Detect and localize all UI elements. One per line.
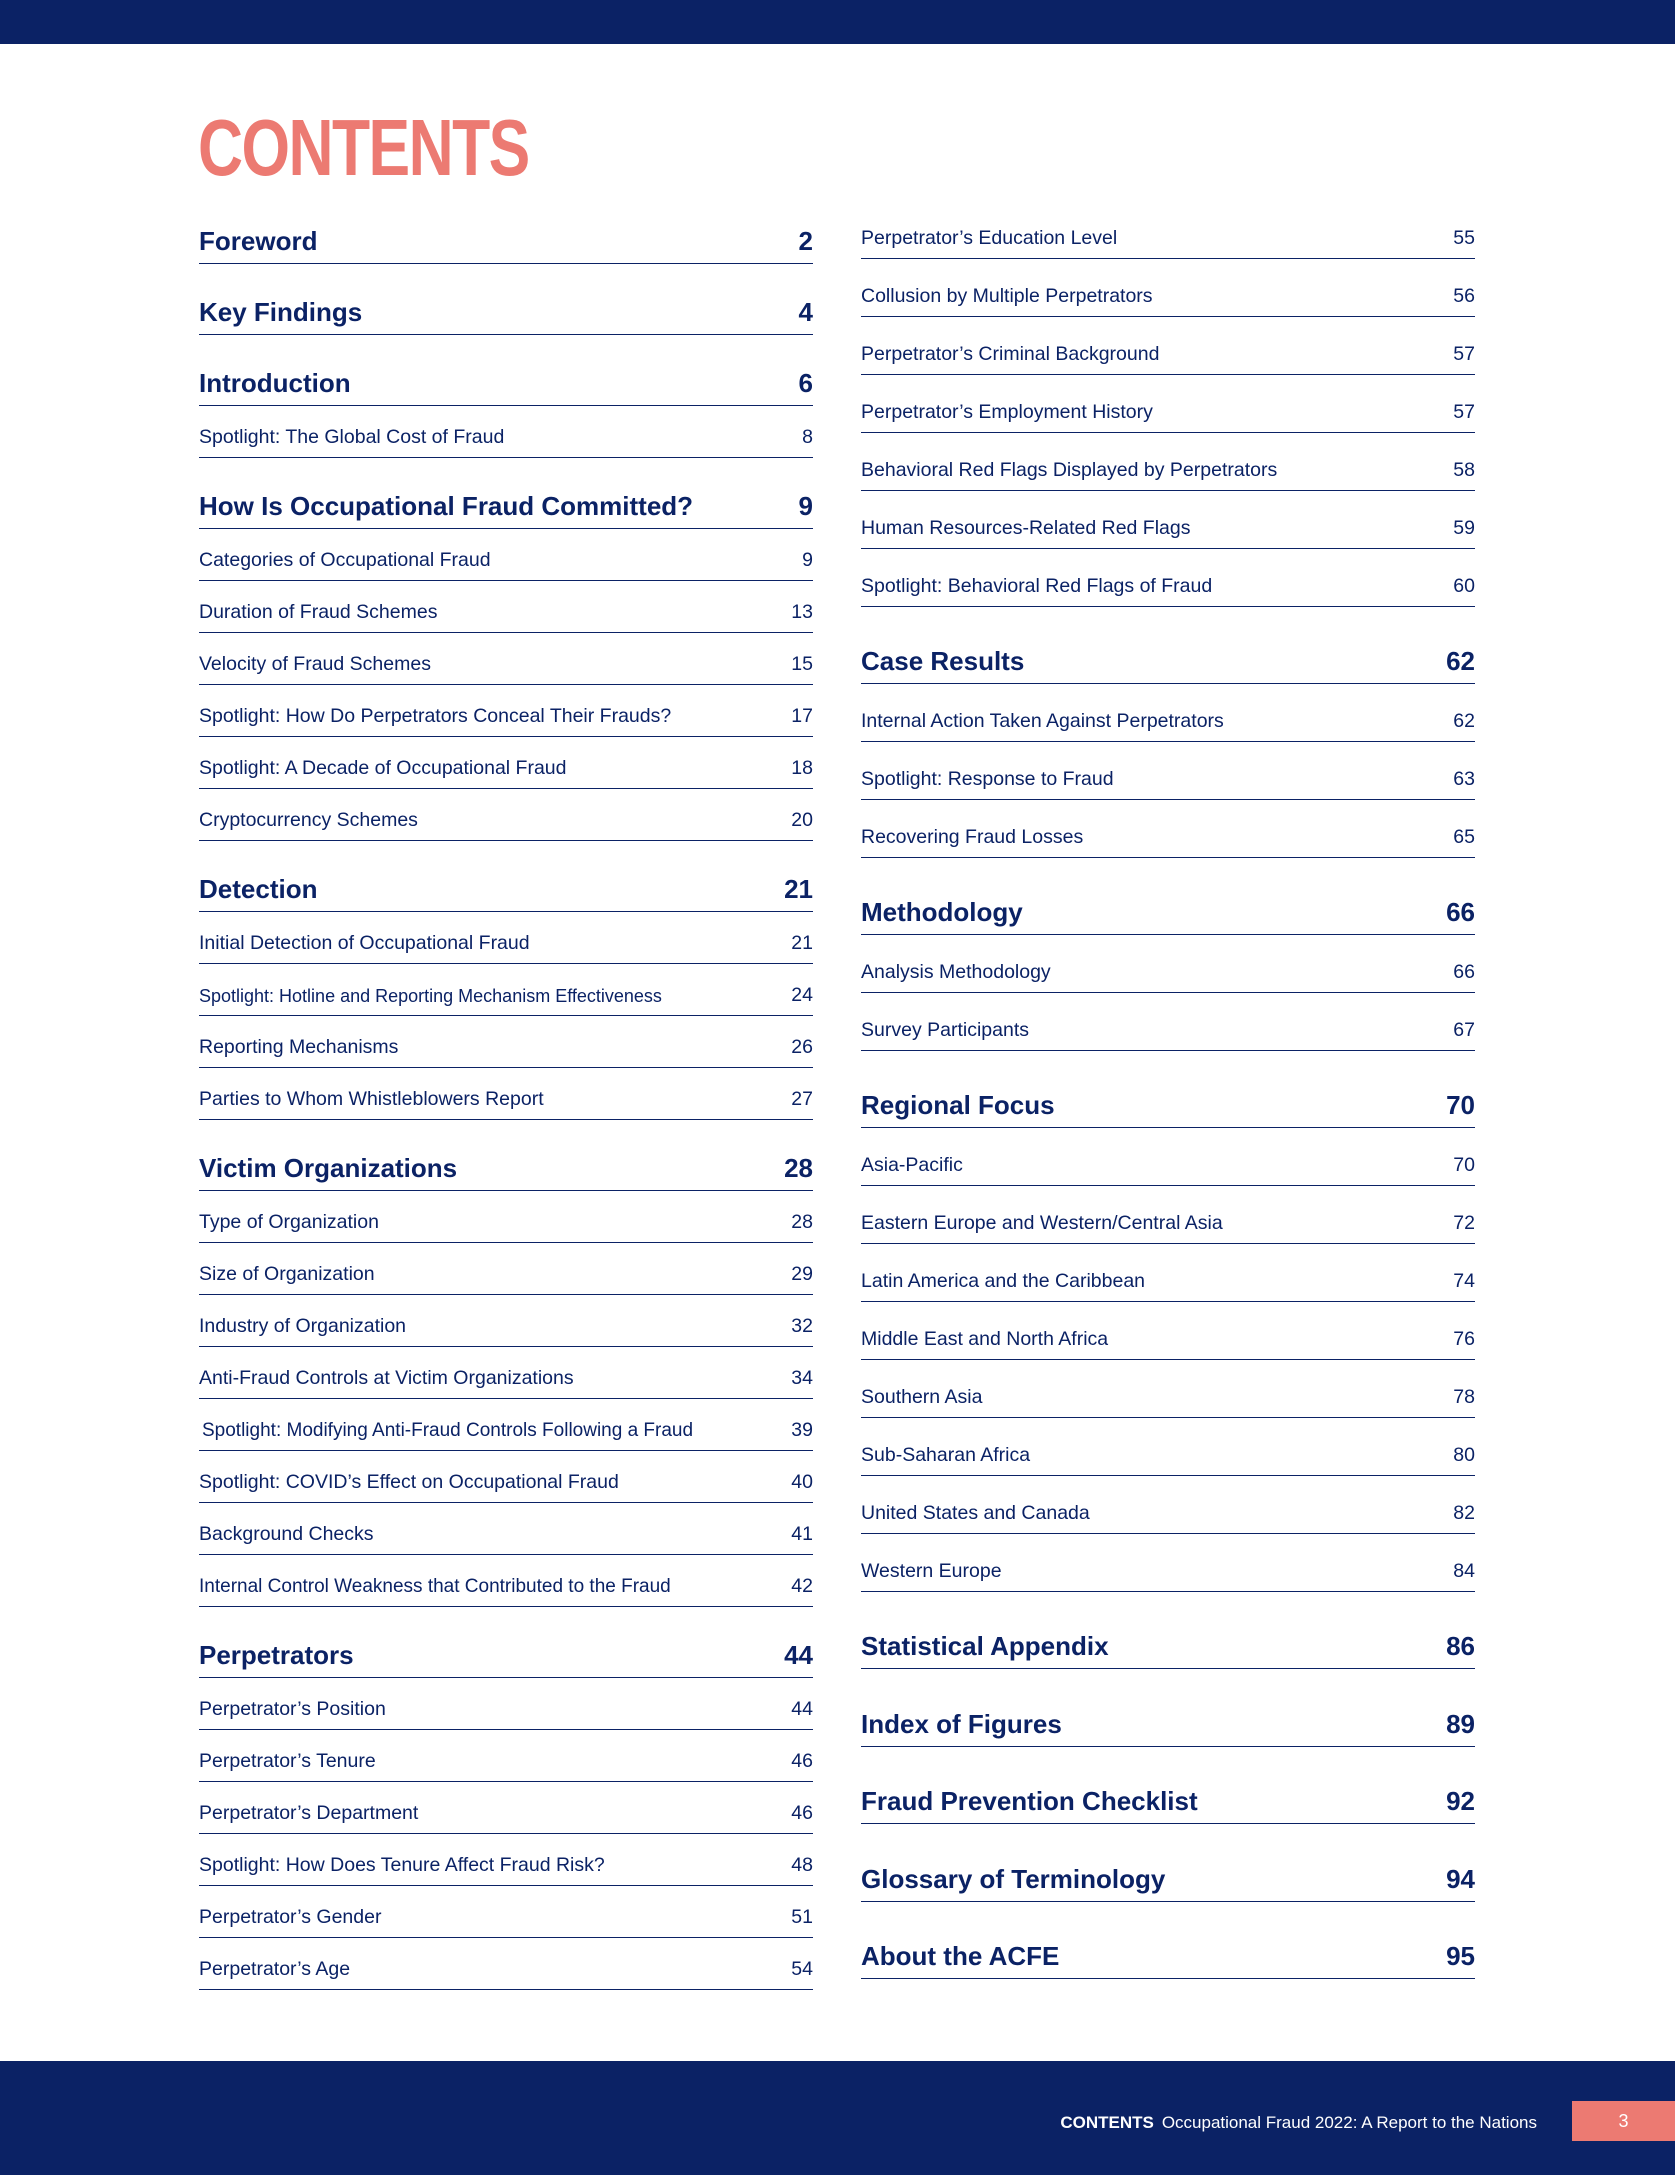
page-title: CONTENTS: [198, 103, 529, 192]
toc-entry[interactable]: [199, 685, 813, 737]
toc-entry[interactable]: [861, 1244, 1475, 1302]
toc-entry-page: 57: [1453, 343, 1475, 365]
toc-entry-label: Middle East and North Africa: [861, 1328, 1109, 1350]
toc-entry-page: 60: [1453, 575, 1475, 597]
toc-entry-page: 21: [784, 874, 813, 904]
toc-entry[interactable]: [199, 581, 813, 633]
toc-entry-label: Velocity of Fraud Schemes: [199, 653, 431, 675]
toc-entry-label: Perpetrator’s Tenure: [199, 1750, 376, 1772]
toc-entry-label: Spotlight: The Global Cost of Fraud: [199, 426, 505, 448]
toc-entry[interactable]: [861, 1669, 1475, 1747]
toc-entry[interactable]: [861, 1592, 1475, 1669]
toc-entry-page: 24: [791, 984, 813, 1006]
toc-entry[interactable]: [199, 1016, 813, 1068]
toc-entry[interactable]: [199, 789, 813, 841]
toc-entry-page: 80: [1453, 1444, 1475, 1466]
toc-entry-page: 27: [791, 1088, 813, 1110]
toc-entry-page: 56: [1453, 285, 1475, 307]
toc-entry[interactable]: [199, 264, 813, 335]
toc-entry-label: Perpetrator’s Education Level: [861, 227, 1118, 249]
toc-entry-label: Spotlight: Modifying Anti-Fraud Controls Following a Fraud: [202, 1420, 694, 1441]
toc-entry[interactable]: [199, 1938, 813, 1990]
toc-entry-page: 63: [1453, 768, 1475, 790]
toc-entry[interactable]: [861, 1128, 1475, 1186]
toc-entry-page: 46: [791, 1802, 813, 1824]
top-banner: [0, 0, 1675, 44]
toc-entry[interactable]: [199, 1555, 813, 1607]
toc-entry-label: How Is Occupational Fraud Committed?: [199, 491, 694, 521]
toc-entry[interactable]: [861, 317, 1475, 375]
toc-entry-label: Background Checks: [199, 1523, 374, 1545]
toc-entry[interactable]: [861, 1051, 1475, 1128]
toc-entry[interactable]: [199, 458, 813, 529]
toc-entry-label: Cryptocurrency Schemes: [199, 809, 418, 831]
toc-entry-label: Regional Focus: [861, 1090, 1055, 1120]
toc-entry[interactable]: [861, 259, 1475, 317]
toc-entry-page: 70: [1453, 1154, 1475, 1176]
toc-entry[interactable]: [861, 222, 1475, 259]
footer-caption: [1060, 2113, 1537, 2133]
toc-entry-page: 41: [791, 1523, 813, 1545]
toc-entry-label: Behavioral Red Flags Displayed by Perpetrators: [861, 459, 1278, 481]
toc-entry-page: 92: [1446, 1786, 1475, 1816]
toc-entry-page: 72: [1453, 1212, 1475, 1234]
toc-entry-label: Key Findings: [199, 297, 363, 327]
toc-entry-page: 21: [791, 932, 813, 954]
toc-entry[interactable]: [861, 607, 1475, 684]
toc-entry-label: Anti-Fraud Controls at Victim Organizations: [199, 1367, 574, 1389]
toc-entry-label: United States and Canada: [861, 1502, 1090, 1524]
toc-entry[interactable]: [199, 529, 813, 581]
toc-entry[interactable]: [861, 1747, 1475, 1824]
toc-entry-label: Methodology: [861, 897, 1023, 927]
toc-entry-label: Perpetrator’s Age: [199, 1958, 351, 1980]
toc-entry-page: 4: [798, 297, 813, 327]
toc-entry-label: Spotlight: Response to Fraud: [861, 768, 1114, 790]
toc-entry-page: 54: [791, 1958, 813, 1980]
toc-entry-page: 13: [791, 601, 813, 623]
toc-entry-label: Eastern Europe and Western/Central Asia: [861, 1212, 1223, 1234]
toc-entry-label: Analysis Methodology: [861, 961, 1051, 983]
toc-entry-label: Spotlight: Hotline and Reporting Mechanism Effectiveness: [199, 986, 662, 1006]
toc-entry-page: 15: [791, 653, 813, 675]
toc-entry-page: 62: [1453, 710, 1475, 732]
toc-entry-label: Glossary of Terminology: [861, 1864, 1166, 1894]
toc-entry[interactable]: [861, 1824, 1475, 1902]
toc-entry-label: Victim Organizations: [199, 1153, 458, 1183]
toc-entry-label: Perpetrator’s Employment History: [861, 401, 1153, 423]
toc-entry[interactable]: [861, 491, 1475, 549]
toc-entry[interactable]: [199, 224, 813, 264]
toc-entry[interactable]: [861, 1476, 1475, 1534]
toc-entry[interactable]: [861, 1186, 1475, 1244]
toc-entry[interactable]: [199, 1295, 813, 1347]
toc-entry[interactable]: [861, 1902, 1475, 1979]
toc-entry-label: Human Resources-Related Red Flags: [861, 517, 1191, 539]
toc-entry-page: 66: [1453, 961, 1475, 983]
toc-entry[interactable]: [861, 684, 1475, 742]
toc-left-column: [199, 224, 813, 1990]
toc-entry-page: 82: [1453, 1502, 1475, 1524]
toc-entry-page: 18: [791, 757, 813, 779]
toc-entry-label: About the ACFE: [861, 1941, 1060, 1971]
toc-entry-page: 95: [1446, 1941, 1475, 1971]
toc-entry-page: 34: [791, 1367, 813, 1389]
toc-entry-page: 65: [1453, 826, 1475, 848]
toc-entry-page: 42: [791, 1575, 813, 1597]
toc-entry[interactable]: [199, 633, 813, 685]
toc-entry-page: 78: [1453, 1386, 1475, 1408]
toc-entry-page: 62: [1446, 646, 1475, 676]
toc-entry-page: 84: [1453, 1560, 1475, 1582]
toc-entry-label: Perpetrator’s Criminal Background: [861, 343, 1160, 365]
toc-entry-page: 74: [1453, 1270, 1475, 1292]
footer-report-title: Occupational Fraud 2022: A Report to the Nations: [1161, 2113, 1537, 2132]
toc-entry-label: Perpetrator’s Position: [199, 1698, 386, 1720]
toc-entry-label: Type of Organization: [199, 1211, 379, 1233]
toc-entry[interactable]: [199, 1243, 813, 1295]
toc-entry-page: 55: [1453, 227, 1475, 249]
toc-entry-label: Reporting Mechanisms: [199, 1036, 399, 1058]
toc-entry-label: Spotlight: How Does Tenure Affect Fraud Risk?: [199, 1854, 605, 1876]
toc-entry-page: 32: [791, 1315, 813, 1337]
toc-entry[interactable]: [199, 406, 813, 458]
toc-entry[interactable]: [199, 1834, 813, 1886]
toc-entry[interactable]: [199, 1347, 813, 1399]
toc-entry[interactable]: [861, 935, 1475, 993]
toc-entry[interactable]: [199, 1607, 813, 1678]
toc-entry-page: 28: [784, 1153, 813, 1183]
toc-entry-page: 76: [1453, 1328, 1475, 1350]
toc-entry[interactable]: [861, 1360, 1475, 1418]
toc-entry-page: 67: [1453, 1019, 1475, 1041]
toc-entry-page: 51: [791, 1906, 813, 1928]
toc-entry-page: 9: [798, 491, 813, 521]
toc-entry[interactable]: [861, 742, 1475, 800]
toc-entry-label: Latin America and the Caribbean: [861, 1270, 1146, 1292]
toc-right-column: [861, 222, 1475, 1979]
toc-entry-label: Spotlight: How Do Perpetrators Conceal Their Frauds?: [199, 705, 672, 727]
toc-entry[interactable]: [861, 549, 1475, 607]
toc-entry-page: 44: [791, 1698, 813, 1720]
toc-entry-label: Spotlight: A Decade of Occupational Fraud: [199, 757, 567, 779]
toc-entry[interactable]: [199, 1120, 813, 1191]
toc-entry-page: 39: [791, 1419, 813, 1441]
toc-entry[interactable]: [861, 800, 1475, 858]
toc-entry-page: 70: [1446, 1090, 1475, 1120]
toc-entry-label: Perpetrator’s Department: [199, 1802, 419, 1824]
toc-entry-page: 8: [802, 426, 813, 448]
toc-entry[interactable]: [199, 1191, 813, 1243]
toc-entry[interactable]: [861, 993, 1475, 1051]
toc-entry[interactable]: [199, 1068, 813, 1120]
toc-entry-page: 17: [791, 705, 813, 727]
toc-entry-label: Introduction: [199, 368, 351, 398]
toc-entry-label: Perpetrators: [199, 1640, 354, 1670]
toc-entry-page: 44: [784, 1640, 813, 1670]
toc-entry-label: Survey Participants: [861, 1019, 1029, 1041]
toc-entry[interactable]: [199, 912, 813, 964]
toc-entry[interactable]: [861, 858, 1475, 935]
toc-entry-label: Internal Control Weakness that Contributed to the Fraud: [199, 1576, 671, 1597]
toc-entry[interactable]: [199, 841, 813, 912]
toc-entry-label: Collusion by Multiple Perpetrators: [861, 285, 1153, 307]
toc-entry-label: Spotlight: COVID’s Effect on Occupational Fraud: [199, 1471, 619, 1493]
toc-entry-page: 86: [1446, 1631, 1475, 1661]
toc-entry-label: Sub-Saharan Africa: [861, 1444, 1031, 1466]
toc-entry-page: 58: [1453, 459, 1475, 481]
toc-entry[interactable]: [199, 335, 813, 406]
toc-entry[interactable]: [861, 1302, 1475, 1360]
toc-entry-page: 57: [1453, 401, 1475, 423]
toc-entry-page: 29: [791, 1263, 813, 1285]
toc-entry-page: 94: [1446, 1864, 1475, 1894]
toc-entry-label: Spotlight: Behavioral Red Flags of Fraud: [861, 575, 1213, 597]
toc-entry-label: Initial Detection of Occupational Fraud: [199, 932, 530, 954]
toc-entry-label: Recovering Fraud Losses: [861, 826, 1084, 848]
toc-entry-page: 89: [1446, 1709, 1475, 1739]
toc-entry-label: Internal Action Taken Against Perpetrators: [861, 710, 1224, 732]
toc-entry-label: Index of Figures: [861, 1709, 1062, 1739]
toc-entry-label: Industry of Organization: [199, 1315, 407, 1337]
page-number-badge: 3: [1572, 2101, 1675, 2141]
toc-entry[interactable]: [861, 1418, 1475, 1476]
toc-entry-page: 28: [791, 1211, 813, 1233]
toc-entry[interactable]: [199, 1678, 813, 1730]
toc-entry-label: Statistical Appendix: [861, 1631, 1109, 1661]
toc-entry-page: 26: [791, 1036, 813, 1058]
toc-entry-page: 48: [791, 1854, 813, 1876]
toc-entry[interactable]: [199, 1782, 813, 1834]
toc-entry-label: Size of Organization: [199, 1263, 375, 1285]
toc-entry-label: Foreword: [199, 226, 318, 256]
toc-entry[interactable]: [199, 1399, 813, 1451]
toc-entry[interactable]: [861, 375, 1475, 433]
toc-entry-page: 66: [1446, 897, 1475, 927]
toc-entry[interactable]: [199, 1730, 813, 1782]
toc-entry[interactable]: [199, 737, 813, 789]
toc-entry[interactable]: [199, 1503, 813, 1555]
toc-entry-label: Parties to Whom Whistleblowers Report: [199, 1088, 544, 1110]
toc-entry[interactable]: [861, 433, 1475, 491]
footer-section-label: CONTENTS: [1060, 2113, 1154, 2132]
toc-entry-page: 6: [798, 368, 813, 398]
toc-entry-label: Fraud Prevention Checklist: [861, 1786, 1198, 1816]
toc-entry[interactable]: [199, 1451, 813, 1503]
toc-entry-page: 2: [798, 226, 813, 256]
toc-entry-label: Detection: [199, 874, 318, 904]
toc-entry-label: Case Results: [861, 646, 1025, 676]
toc-entry[interactable]: [199, 1886, 813, 1938]
toc-entry[interactable]: [199, 964, 813, 1016]
toc-entry-label: Asia-Pacific: [861, 1154, 963, 1176]
toc-entry[interactable]: [861, 1534, 1475, 1592]
toc-entry-label: Perpetrator’s Gender: [199, 1906, 382, 1928]
toc-entry-page: 20: [791, 809, 813, 831]
toc-entry-label: Duration of Fraud Schemes: [199, 601, 438, 623]
toc-entry-label: Categories of Occupational Fraud: [199, 549, 491, 571]
toc-entry-label: Western Europe: [861, 1560, 1002, 1582]
toc-entry-page: 46: [791, 1750, 813, 1772]
toc-entry-page: 40: [791, 1471, 813, 1493]
toc-entry-label: Southern Asia: [861, 1386, 983, 1408]
toc-entry-page: 59: [1453, 517, 1475, 539]
toc-entry-page: 9: [802, 549, 813, 571]
